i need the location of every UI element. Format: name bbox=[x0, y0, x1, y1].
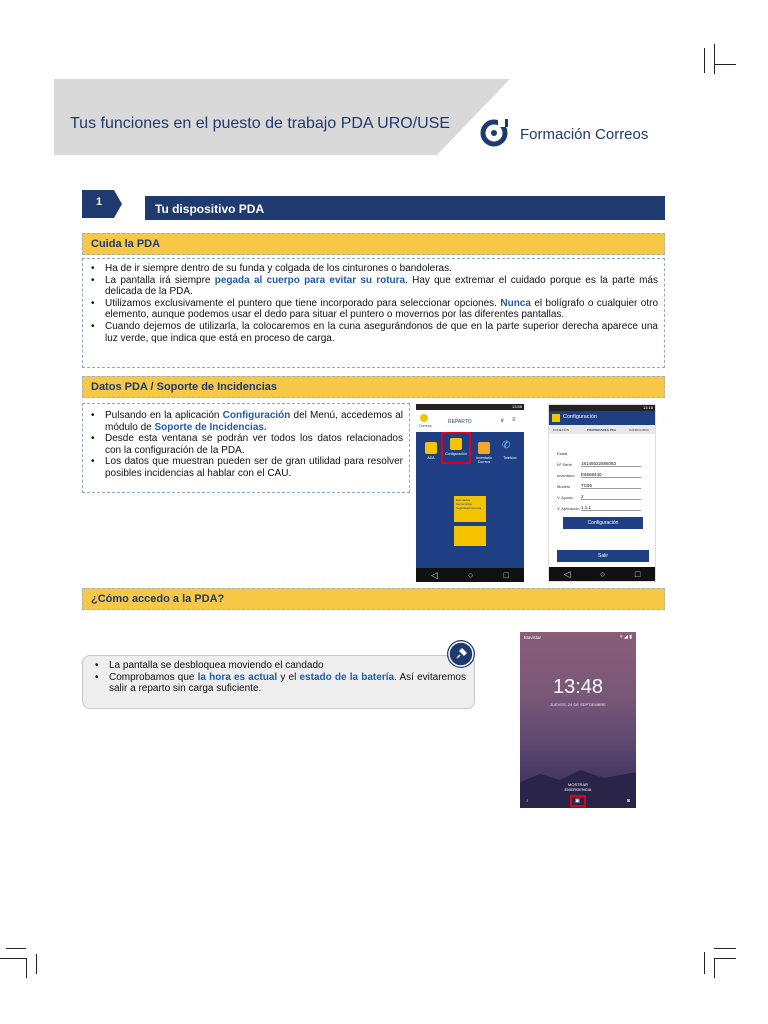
config-titlebar: Configuración bbox=[549, 411, 655, 425]
list-item: • Cuando dejemos de utilizarla, la colocaremos en la cuna asegurándonos de que en la parte superior derecha aparece una luz verde, que indica que está en proceso de carga. bbox=[105, 321, 658, 344]
crop-mark bbox=[714, 948, 736, 949]
correos-logo-icon bbox=[420, 414, 428, 422]
exit-button[interactable]: Salir bbox=[557, 550, 649, 562]
page-title: Tus funciones en el puesto de trabajo PDA URO/USE bbox=[70, 115, 451, 132]
list-item: • Pulsando en la aplicación Configuración del Menú, accedemos al módulo de Soporte de Incidencias. bbox=[105, 410, 403, 433]
section-number-badge bbox=[82, 190, 122, 218]
phone-app-icon[interactable]: ✆ bbox=[502, 440, 511, 451]
datos-box bbox=[82, 403, 410, 493]
lock-date: JUEVES, 24 DE SEPTIEMBRE bbox=[550, 702, 606, 707]
recents-icon[interactable]: □ bbox=[503, 570, 509, 580]
list-item: • La pantalla se desbloquea moviendo el candado bbox=[109, 660, 466, 672]
home-icon[interactable]: ○ bbox=[468, 570, 474, 580]
correos-logo-icon bbox=[552, 414, 560, 422]
back-icon[interactable]: ◁ bbox=[431, 569, 438, 580]
section-number: 1 bbox=[95, 196, 103, 208]
brand-logo bbox=[478, 117, 648, 149]
crop-mark bbox=[36, 954, 37, 974]
list-item: • Desde esta ventana se podrán ver todos los datos relacionados con la configuración de la PDA. bbox=[105, 433, 403, 456]
acceso-callout bbox=[82, 655, 475, 709]
crop-mark bbox=[26, 958, 27, 978]
chevron-down-icon: ∨ bbox=[500, 418, 505, 424]
list-item: • Los datos que muestran pueden ser de gran utilidad para resolver posibles incidencias al hablar con el CAU. bbox=[105, 456, 403, 479]
app-toolbar: Correos REPARTO ∨ ≡ bbox=[416, 410, 524, 432]
crop-mark bbox=[714, 958, 715, 978]
android-navbar bbox=[416, 568, 524, 582]
pin-icon bbox=[447, 640, 475, 668]
home-icon[interactable]: ○ bbox=[600, 569, 606, 579]
back-icon[interactable]: ◁ bbox=[563, 568, 571, 579]
list-item: • La pantalla irá siempre pegada al cuerpo para evitar su rotura. Hay que extremar el cuidado porque es la parte más delicada de la PDA. bbox=[105, 275, 658, 298]
status-icons: ▾ ◢ ▮ bbox=[620, 634, 632, 640]
lock-highlight-frame bbox=[570, 795, 586, 807]
tab-propiedades[interactable]: PROPIEDADES PDA bbox=[587, 428, 617, 432]
crop-mark bbox=[714, 44, 715, 74]
crop-mark bbox=[714, 958, 736, 959]
crop-mark bbox=[704, 48, 705, 73]
crop-mark bbox=[704, 952, 705, 974]
list-item: • Ha de ir siempre dentro de su funda y colgada de los cinturones o bandoleras. bbox=[105, 263, 658, 275]
inventario-app-icon[interactable] bbox=[478, 442, 490, 454]
pda-home-screenshot: 13:58 Correos REPARTO ∨ ≡ ADA Configuración Inventario Correos ✆ Teléfono Estimados bienvenidos Seguridad Correos ◁ ○ □ bbox=[416, 404, 524, 582]
crop-mark bbox=[714, 64, 736, 65]
cuida-box bbox=[82, 258, 665, 368]
list-item: • Utilizamos exclusivamente el puntero que tiene incorporado para seleccionar opciones. Nunca el bolígrafo o cualquier otro elemento, aunque podemos usar el dedo para situar el puntero o movernos por las diferentes pantallas. bbox=[105, 298, 658, 321]
lock-time: 13:48 bbox=[552, 676, 604, 698]
android-navbar bbox=[549, 567, 655, 581]
brand-name: Formación Correos bbox=[520, 126, 649, 143]
pda-config-screenshot: 13:18 Configuración CONEXIÓN PROPIEDADES PDA CONFIGURAC Estad. Nº Serie 18145522586083 Inventario E6568440 Modelo TC56 V. Ayuda 2 V. Aplicación 1.1.1 Configuración Salir ◁ ○ □ bbox=[548, 404, 656, 582]
emergency-label[interactable]: MOSTRAR EMERGENCIA bbox=[564, 782, 592, 792]
list-item: • Comprobamos que la hora es actual y el estado de la batería. Así evitaremos salir a reparto sin carga suficiente. bbox=[109, 672, 466, 695]
padlock-icon[interactable]: ▣ bbox=[575, 798, 580, 804]
ada-app-icon[interactable] bbox=[425, 442, 437, 454]
mic-icon[interactable]: ♪ bbox=[526, 798, 529, 804]
section-title: Tu dispositivo PDA bbox=[145, 196, 665, 220]
config-tabs bbox=[549, 425, 655, 434]
datos-heading: Datos PDA / Soporte de Incidencias bbox=[82, 376, 665, 398]
menu-icon: ≡ bbox=[512, 417, 516, 423]
camera-icon[interactable]: ◙ bbox=[626, 798, 630, 804]
config-button[interactable]: Configuración bbox=[563, 517, 643, 529]
correos-logo-icon bbox=[478, 117, 514, 149]
acceso-heading: ¿Cómo accedo a la PDA? bbox=[82, 588, 665, 610]
tab-conexion[interactable]: CONEXIÓN bbox=[553, 428, 570, 432]
highlight-frame bbox=[441, 432, 471, 464]
widget-card bbox=[454, 526, 486, 546]
recents-icon[interactable]: □ bbox=[634, 569, 641, 579]
tab-configuracion[interactable]: CONFIGURAC bbox=[629, 428, 650, 432]
crop-mark bbox=[0, 958, 26, 959]
crop-mark bbox=[6, 948, 26, 949]
lockscreen-screenshot: Movistar ▾ ◢ ▮ 13:48 JUEVES, 24 DE SEPTIEMBRE MOSTRAR EMERGENCIA ♪ ◙ ▣ bbox=[520, 632, 636, 808]
cuida-heading: Cuida la PDA bbox=[82, 233, 665, 255]
widget-card: Estimados bienvenidos Seguridad Correos bbox=[454, 496, 486, 522]
